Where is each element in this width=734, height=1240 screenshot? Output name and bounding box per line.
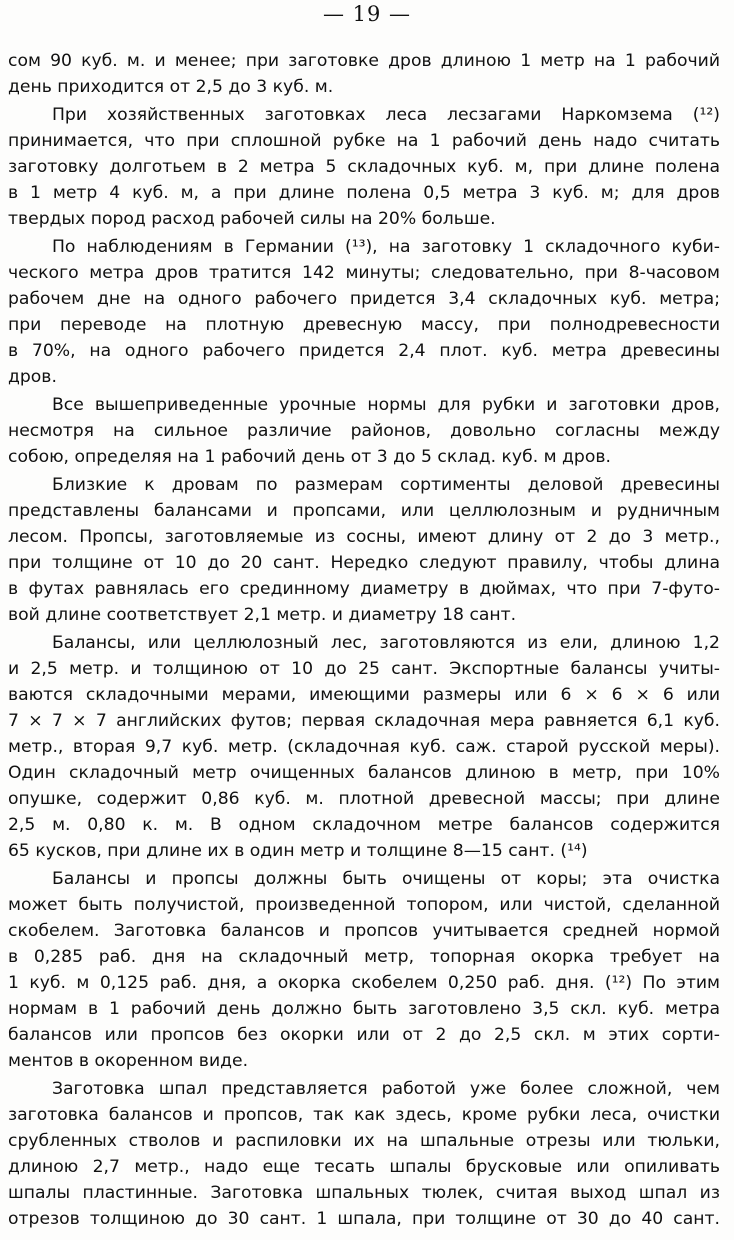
paragraph [8, 234, 720, 390]
text-line: рабочем дне на одного рабочего придется 3,4 складочных куб. метра; [8, 289, 720, 309]
text-line: нормам в 1 рабочий день должно быть заготовлено 3,5 скл. куб. метра [8, 999, 720, 1019]
text-line: лесом. Пропсы, заготовляемые из сосны, имеют длину от 2 до 3 метр., [8, 527, 720, 547]
text-line: день приходится от 2,5 до 3 куб. м. [8, 77, 334, 97]
text-line: несмотря на сильное различие районов, довольно согласны между [8, 421, 720, 441]
paragraph [8, 472, 720, 628]
text-line: в футах равнялась его срединному диаметру в дюймах, что при 7-футо- [8, 579, 720, 599]
text-line: в 1 метр 4 куб. м, а при длине полена 0,5 метра 3 куб. м; для дров [8, 183, 720, 203]
paragraph [8, 1076, 720, 1232]
text-line: 65 кусков, при длине их в один метр и толщине 8—15 сант. (¹⁴) [8, 841, 588, 861]
paragraph [8, 48, 720, 100]
text-line: срубленных стволов и распиловки их на шпальные отрезы или тюльки, [8, 1131, 720, 1151]
text-line: твердых пород расход рабочей силы на 20% больше. [8, 209, 496, 229]
text-line: ментов в окоренном виде. [8, 1051, 249, 1071]
paragraph [8, 392, 720, 470]
text-line: Балансы, или целлюлозный лес, заготовляются из ели, длиною 1,2 [52, 633, 720, 653]
paragraph [8, 102, 720, 232]
text-line: ваются складочными мерами, имеющими размеры или 6 × 6 × 6 или [8, 685, 720, 705]
paragraph [8, 630, 720, 864]
text-line: 1 куб. м 0,125 раб. дня, а окорка скобелем 0,250 раб. дня. (¹²) По этим [8, 973, 720, 993]
text-line: 2,5 м. 0,80 к. м. В одном складочном метре балансов содержится [8, 815, 720, 835]
text-line: при толщине от 10 до 20 сант. Нередко следуют правилу, чтобы длина [8, 553, 720, 573]
body-text [8, 48, 720, 1234]
text-line: принимается, что при сплошной рубке на 1 рабочий день надо считать [8, 131, 720, 151]
text-line: может быть получистой, произведенной топором, или чистой, сделанной [8, 895, 720, 915]
text-line: длиною 2,7 метр., надо еще тесать шпалы брусковые или опиливать [8, 1157, 720, 1177]
text-line: метр., вторая 9,7 куб. метр. (складочная куб. саж. старой русской меры). [8, 737, 720, 757]
text-line: вой длине соответствует 2,1 метр. и диаметру 18 сант. [8, 605, 517, 625]
text-line: Один складочный метр очищенных балансов длиною в метр, при 10% [8, 763, 720, 783]
text-line: при переводе на плотную древесную массу, при полнодревесности [8, 315, 720, 335]
text-line: скобелем. Заготовка балансов и пропсов учитывается средней нормой [8, 921, 720, 941]
text-line: и 2,5 метр. и толщиною от 10 до 25 сант. Экспортные балансы учиты- [8, 659, 720, 679]
text-line: Близкие к дровам по размерам сортименты деловой древесины [52, 475, 720, 495]
text-line: Балансы и пропсы должны быть очищены от коры; эта очистка [52, 869, 720, 889]
text-line: отрезов толщиною до 30 сант. 1 шпала, при толщине от 30 до 40 сант. [8, 1209, 720, 1229]
text-line: Все вышеприведенные урочные нормы для рубки и заготовки дров, [52, 395, 720, 415]
text-line: балансов или пропсов без окорки или от 2 до 2,5 скл. м этих сорти- [8, 1025, 720, 1045]
text-line: собою, определяя на 1 рабочий день от 3 до 5 склад. куб. м дров. [8, 447, 611, 467]
text-line: заготовку долготьем в 2 метра 5 складочных куб. м, при длине полена [8, 157, 720, 177]
text-line: заготовка балансов и пропсов, так как здесь, кроме рубки леса, очистки [8, 1105, 720, 1125]
text-line: в 70%, на одного рабочего придется 2,4 плот. куб. метра древесины [8, 341, 720, 361]
text-line: шпалы пластинные. Заготовка шпальных тюлек, считая выход шпал из [8, 1183, 720, 1203]
text-line: При хозяйственных заготовках леса лесзагами Наркомзема (¹²) [52, 105, 720, 125]
text-line: опушке, содержит 0,86 куб. м. плотной древесной массы; при длине [8, 789, 720, 809]
text-line: Заготовка шпал представляется работой уже более сложной, чем [52, 1079, 720, 1099]
text-line: дров. [8, 367, 57, 387]
paragraph [8, 866, 720, 1074]
text-line: в 0,285 раб. дня на складочный метр, топорная окорка требует на [8, 947, 720, 967]
text-line: По наблюдениям в Германии (¹³), на заготовку 1 складочного куби- [52, 237, 720, 257]
page-number: — 19 — [322, 2, 412, 26]
text-line: сом 90 куб. м. и менее; при заготовке дров длиною 1 метр на 1 рабочий [8, 51, 720, 71]
text-line: представлены балансами и пропсами, или целлюлозным и рудничным [8, 501, 720, 521]
text-line: 7 × 7 × 7 английских футов; первая складочная мера равняется 6,1 куб. [8, 711, 720, 731]
text-line: ческого метра дров тратится 142 минуты; следовательно, при 8-часовом [8, 263, 720, 283]
